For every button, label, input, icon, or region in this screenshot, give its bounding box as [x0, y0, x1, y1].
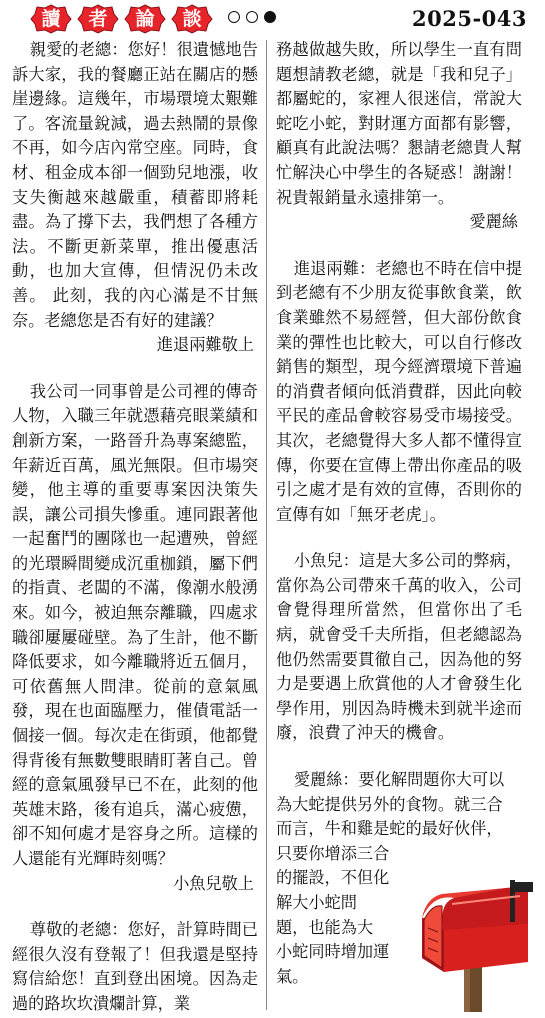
column-header — [0, 0, 545, 36]
letter-signature: 愛麗絲 — [469, 212, 518, 232]
title-badge — [77, 4, 119, 34]
letter-paragraph: 尊敬的老總：您好，計算時間已經很久沒有登報了！但我還是堅持寫信給您！直到登出困境。因為走過的路坎坎潰爛計算，業 — [12, 920, 258, 1013]
title-badge — [171, 4, 213, 34]
left-column — [12, 38, 258, 1017]
letter-signature: 進退兩難敬上 — [156, 335, 254, 355]
issue-number: 2025-043 — [412, 6, 527, 31]
reply-line: 題，也能為大 — [276, 917, 374, 937]
title-badge — [124, 4, 166, 34]
reply-line: 氣。 — [276, 966, 309, 986]
letter-paragraph: 務越做越失敗，所以學生一直有問題想請教老總，就是「我和兒子」都屬蛇的，家裡人很迷信，常說大蛇吃小蛇，對財運方面都有影響，顧真有此說法嗎？懇請老總貴人幫忙解決心中學生的各疑惑！謝謝！祝貴報銷量永遠排第一。 — [276, 40, 522, 207]
column-title — [30, 4, 213, 34]
decorative-dots — [228, 11, 276, 23]
circle-outline-icon — [228, 11, 240, 23]
title-char: 者 — [88, 8, 108, 30]
right-column — [276, 38, 522, 989]
circle-outline-icon — [246, 11, 258, 23]
reply-line: 只要你增添三合 — [276, 843, 390, 863]
circle-filled-icon — [264, 11, 276, 23]
reply-line: 為大蛇提供另外的食物。就三合 — [276, 794, 503, 814]
reply-paragraph: 進退兩難：老總也不時在信中提到老總有不少朋友從事飲食業，飲食業雖然不易經營，但大部份飲食業的彈性也比較大，可以自行修改銷售的類型，現今經濟環境下普遍的消費者傾向低消費群，因此向較平民的產品會較容易受市場接受。其次，老總覺得大多人都不懂得宣傳，你要在宣傳上帶出你產品的吸引之處才是有效的宣傳，否則你的宣傳有如「無牙老虎」。 — [276, 258, 522, 524]
reply-line: 而言，牛和雞是蛇的最好伙伴， — [276, 819, 503, 839]
title-char: 論 — [135, 8, 155, 30]
letter-paragraph: 親愛的老總：您好！很遺憾地告訴大家，我的餐廳正站在關店的懸崖邊緣。這幾年，市場環境太艱難了。客流量銳減，過去熱鬧的景像不再，如今店內常空座。同時，食材、租金成本卻一個勁兒地漲，收支失衡越來越嚴重，積蓄即將耗盡。為了撐下去，我們想了各種方法。不斷更新菜單，推出優惠活動，也加大宣傳，但情況仍未改善。 此刻，我的內心滿是不甘無奈。老總您是否有好的建議？ — [12, 40, 258, 330]
title-char: 讀 — [41, 8, 61, 30]
reply-line: 的擺設，不但化 — [276, 868, 390, 888]
letter-paragraph: 我公司一同事曾是公司裡的傳奇人物，入職三年就憑藉亮眼業績和創新方案，一路晉升為專案總監，年薪近百萬，風光無限。但市場突變，他主導的重要專案因決策失誤，讓公司損失慘重。連同跟著他一起奮鬥的團隊也一起遭殃，曾經的光環瞬間變成沉重枷鎖，屬下們的指責、老闆的不滿，像潮水般湧來。如今，被迫無奈離職，四處求職卻屢屢碰壁。為了生計，他不斷降低要求，如今離職將近五個月，可依舊無人問津。從前的意氣風發，現在也面臨壓力，催債電話一個接一個。每次走在街頭，他都覺得背後有無數雙眼睛盯著自己。曾經的意氣風發早已不在，此刻的他英雄末路，後有追兵，滿心疲憊，卻不知何處才是容身之所。這樣的人還能有光輝時刻嗎？ — [12, 381, 258, 868]
letter-signature: 小魚兒敬上 — [173, 873, 254, 893]
title-char: 談 — [182, 8, 202, 30]
reply-line: 解大小蛇問 — [276, 893, 357, 912]
title-badge — [30, 4, 72, 34]
column-divider — [266, 40, 267, 1010]
reply-paragraph: 小魚兒：這是大多公司的弊病，當你為公司帶來千萬的收入，公司會覺得理所當然，但當你出了毛病，就會受千夫所指，但老總認為他仍然需要貫徹自己，因為他的努力是要遇上欣賞他的人才會發生化學作用，別因為時機未到就半途而廢，浪費了沖天的機會。 — [276, 551, 522, 743]
reply-line: 愛麗絲：要化解問題你大可以 — [293, 770, 505, 790]
mailbox-icon — [402, 880, 538, 1012]
reply-line: 小蛇同時增加運 — [276, 942, 390, 962]
